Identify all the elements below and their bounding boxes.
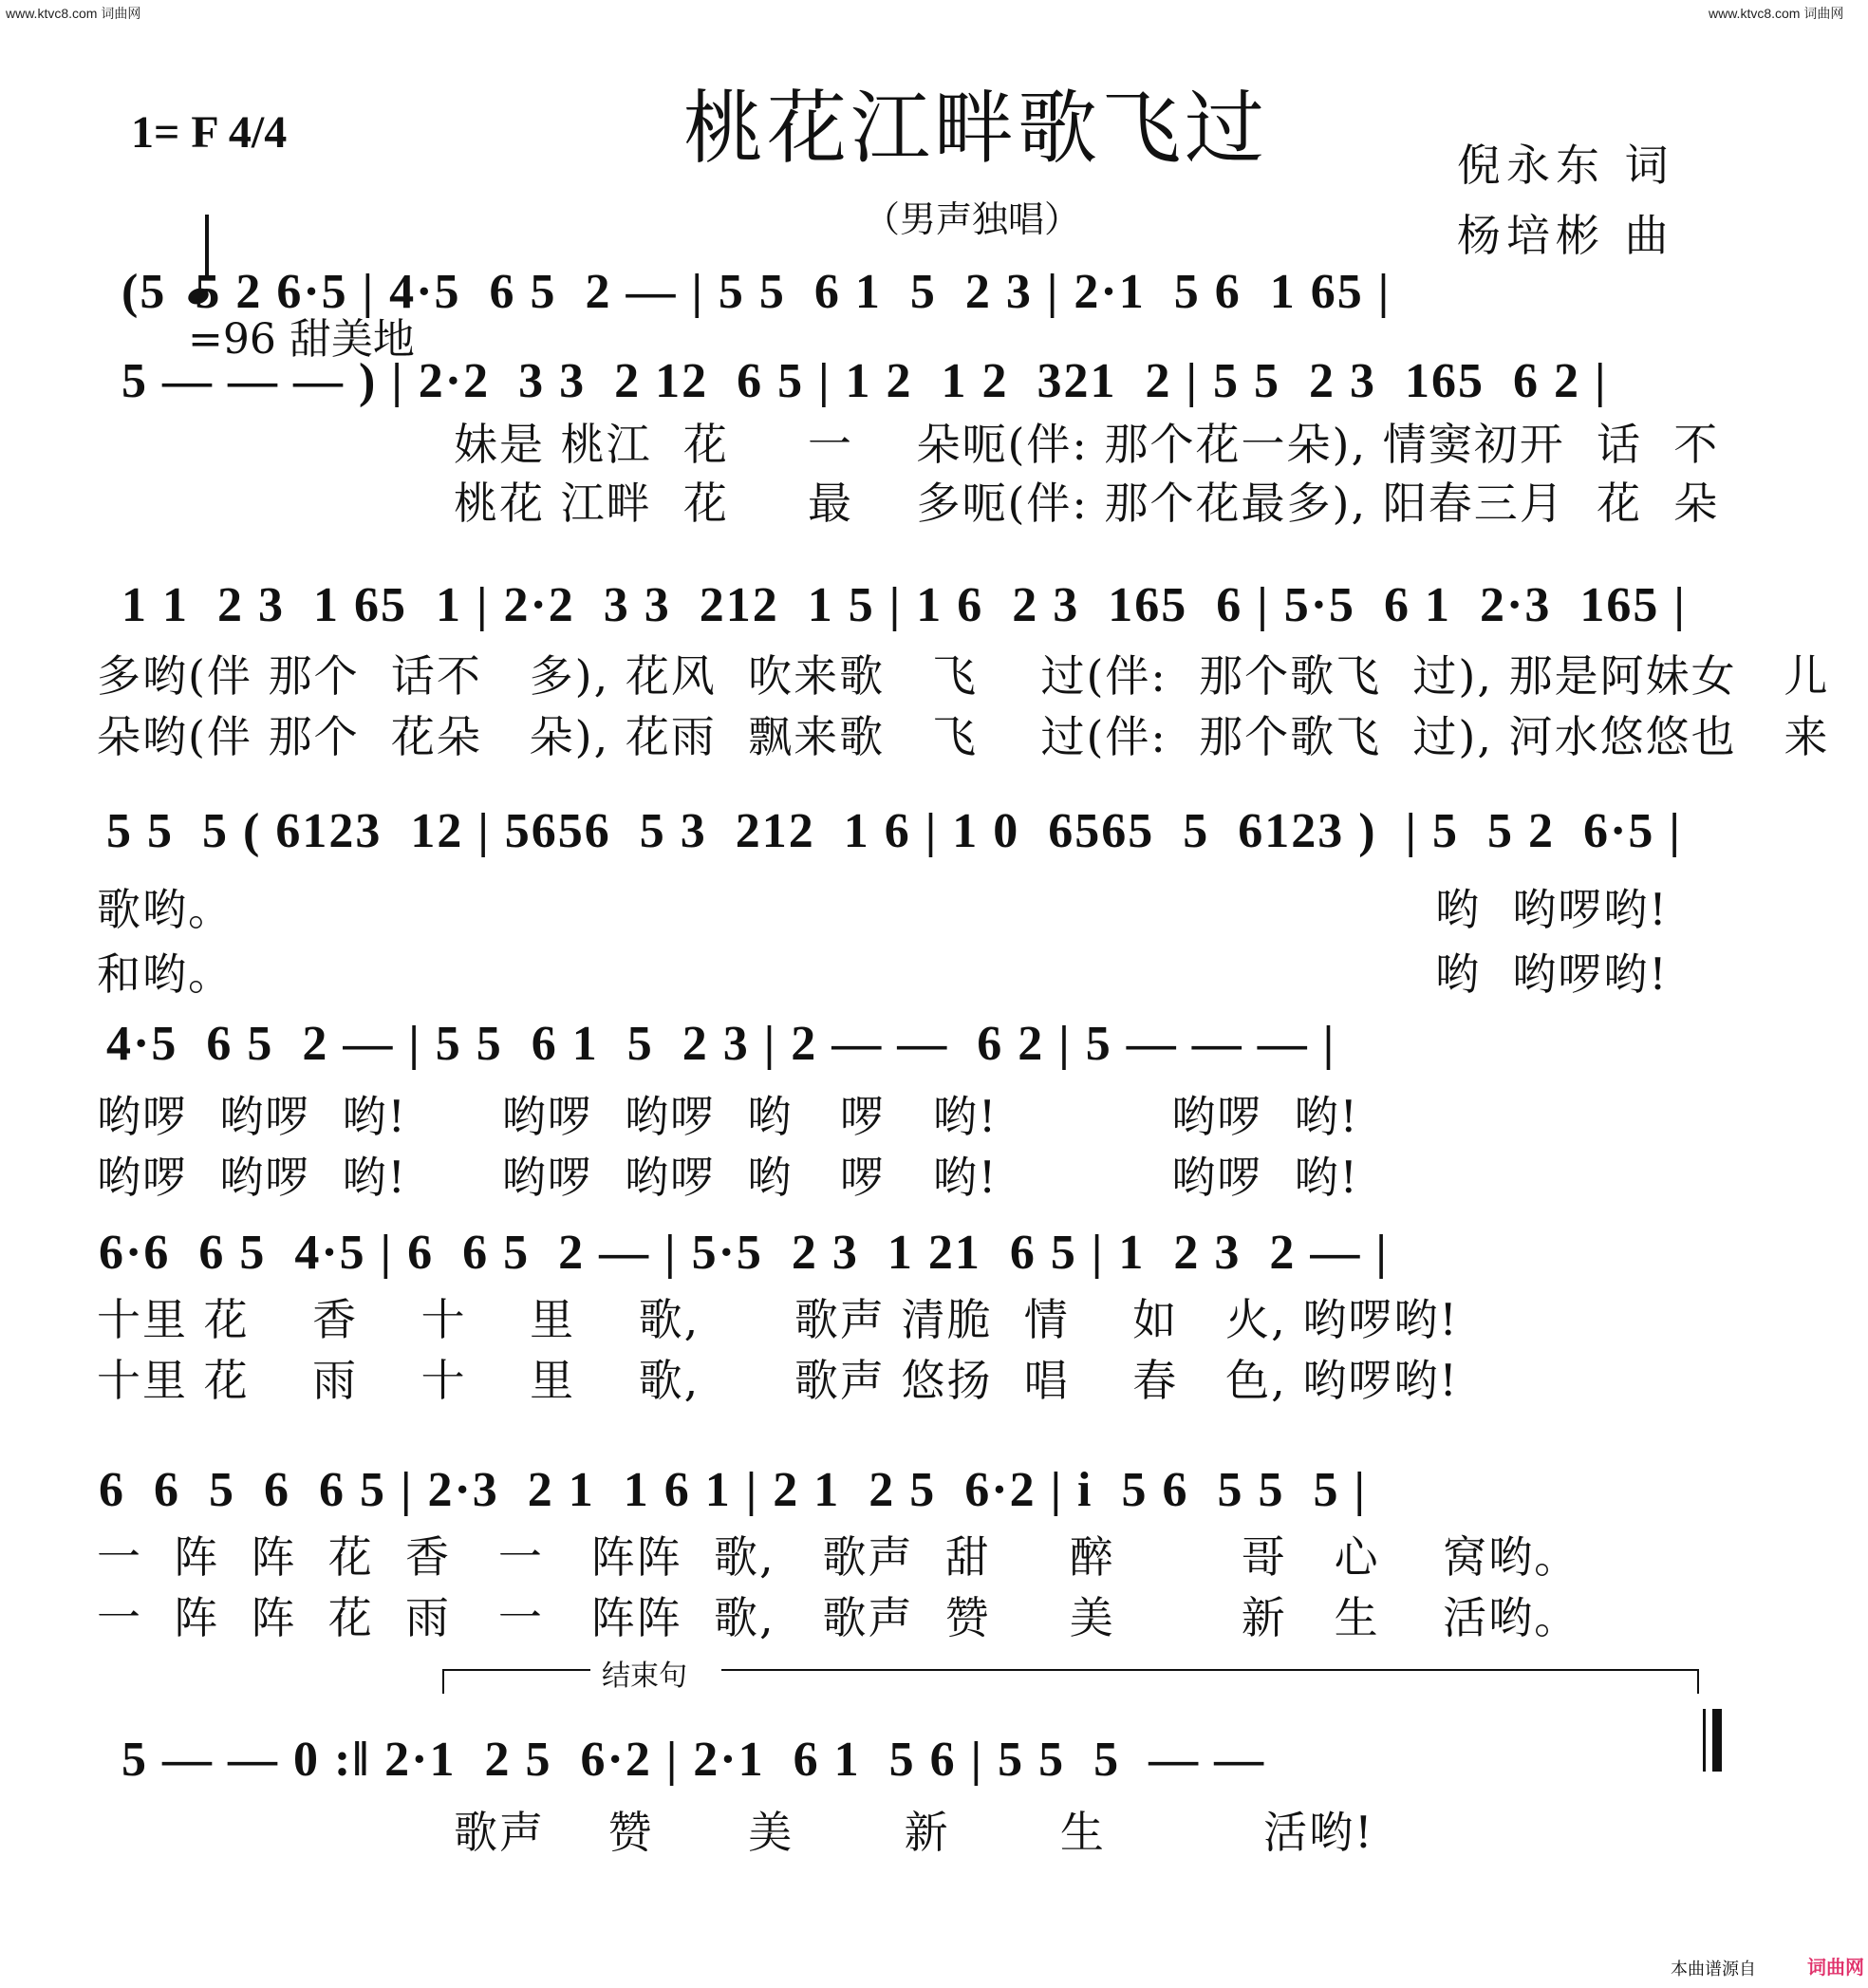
notation-line-3: 1 1 2 3 1 65 1 | 2·2 3 3 212 1 5 | 1 6 2 3 165 6 | 5·5 6 1 2·3 165 |: [121, 578, 1687, 632]
lyric-line-12: 十里 花 雨 十 里 歌, 歌声 悠扬 唱 春 色, 哟啰哟!: [97, 1355, 1459, 1406]
notation-line-6: 6·6 6 5 4·5 | 6 6 5 2 — | 5·5 2 3 1 21 6 5 | 1 2 3 2 — |: [99, 1226, 1389, 1280]
song-subtitle: （男声独唱）: [864, 198, 1081, 240]
final-barline-thin: [1703, 1709, 1706, 1772]
notation-line-4: 5 5 5 ( 6123 12 | 5656 5 3 212 1 6 | 1 0 6565 5 6123 ) | 5 5 2 6·5 |: [106, 804, 1682, 858]
lyricist-credit: 倪永东 词: [1457, 140, 1674, 191]
footer-source-text: 本曲谱源自: [1671, 1960, 1756, 1979]
lyric-line-4: 朵哟(伴 那个 花朵 朵), 花雨 飘来歌 飞 过(伴: 那个歌飞 过), 河水悠悠也 来: [97, 711, 1830, 762]
site-watermark-left: www.ktvc8.com 词曲网: [6, 6, 141, 21]
footer-logo[interactable]: 词曲网: [1807, 1958, 1864, 1979]
lyric-line-10: 哟啰 哟啰 哟! 哟啰 哟啰 哟 啰 哟! 哟啰 哟!: [97, 1152, 1359, 1203]
notation-line-2: 5 — — — ) | 2·2 3 3 2 12 6 5 | 1 2 1 2 321 2 | 5 5 2 3 165 6 2 |: [121, 354, 1608, 408]
site-watermark-right: www.ktvc8.com 词曲网: [1709, 6, 1844, 21]
lyric-line-9: 哟啰 哟啰 哟! 哟啰 哟啰 哟 啰 哟! 哟啰 哟!: [97, 1091, 1359, 1142]
lyric-line-15: 歌声 赞 美 新 生 活哟!: [454, 1807, 1374, 1858]
ending-bracket-tick-right: [1697, 1669, 1699, 1694]
lyric-line-1: 妹是 桃江 花 一 朵呃(伴: 那个花一朵), 情窦初开 话 不: [454, 419, 1720, 470]
composer-credit: 杨培彬 曲: [1457, 210, 1674, 261]
lyric-line-3: 多哟(伴 那个 话不 多), 花风 吹来歌 飞 过(伴: 那个歌飞 过), 那是阿妹女 儿: [97, 650, 1830, 702]
notation-line-1: (5 5 2 6·5 | 4·5 6 5 2 — | 5 5 6 1 5 2 3 | 2·1 5 6 1 65 |: [121, 265, 1392, 319]
lyric-line-6: 哟 哟啰哟!: [1435, 884, 1669, 935]
lyric-line-8: 哟 哟啰哟!: [1435, 948, 1669, 1000]
lyric-line-14: 一 阵 阵 花 雨 一 阵阵 歌, 歌声 赞 美 新 生 活哟。: [97, 1592, 1580, 1643]
lyric-line-11: 十里 花 香 十 里 歌, 歌声 清脆 情 如 火, 哟啰哟!: [97, 1294, 1459, 1345]
ending-bracket-line-right: [721, 1669, 1699, 1671]
ending-bracket-tick-left: [442, 1669, 444, 1694]
lyric-line-13: 一 阵 阵 花 香 一 阵阵 歌, 歌声 甜 醉 哥 心 窝哟。: [97, 1531, 1580, 1583]
lyric-line-5: 歌哟。: [97, 884, 234, 935]
notation-line-5: 4·5 6 5 2 — | 5 5 6 1 5 2 3 | 2 — — 6 2 | 5 — — — |: [106, 1017, 1336, 1071]
tempo-text: =96 甜美地: [187, 315, 415, 364]
ending-bracket-line-left: [442, 1669, 590, 1671]
lyric-line-7: 和哟。: [97, 948, 234, 1000]
ending-label: 结束句: [602, 1660, 687, 1693]
lyric-line-2: 桃花 江畔 花 最 多呃(伴: 那个花最多), 阳春三月 花 朵: [454, 478, 1720, 529]
notation-line-8: 5 — — 0 :‖ 2·1 2 5 6·2 | 2·1 6 1 5 6 | 5 5 5 — —: [121, 1733, 1266, 1787]
notation-line-7: 6 6 5 6 6 5 | 2·3 2 1 1 6 1 | 2 1 2 5 6·2 | i 5 6 5 5 5 |: [99, 1463, 1367, 1517]
key-signature: 1= F 4/4: [131, 107, 288, 158]
final-barline-thick: [1712, 1709, 1722, 1772]
song-title: 桃花江畔歌飞过: [683, 82, 1269, 175]
